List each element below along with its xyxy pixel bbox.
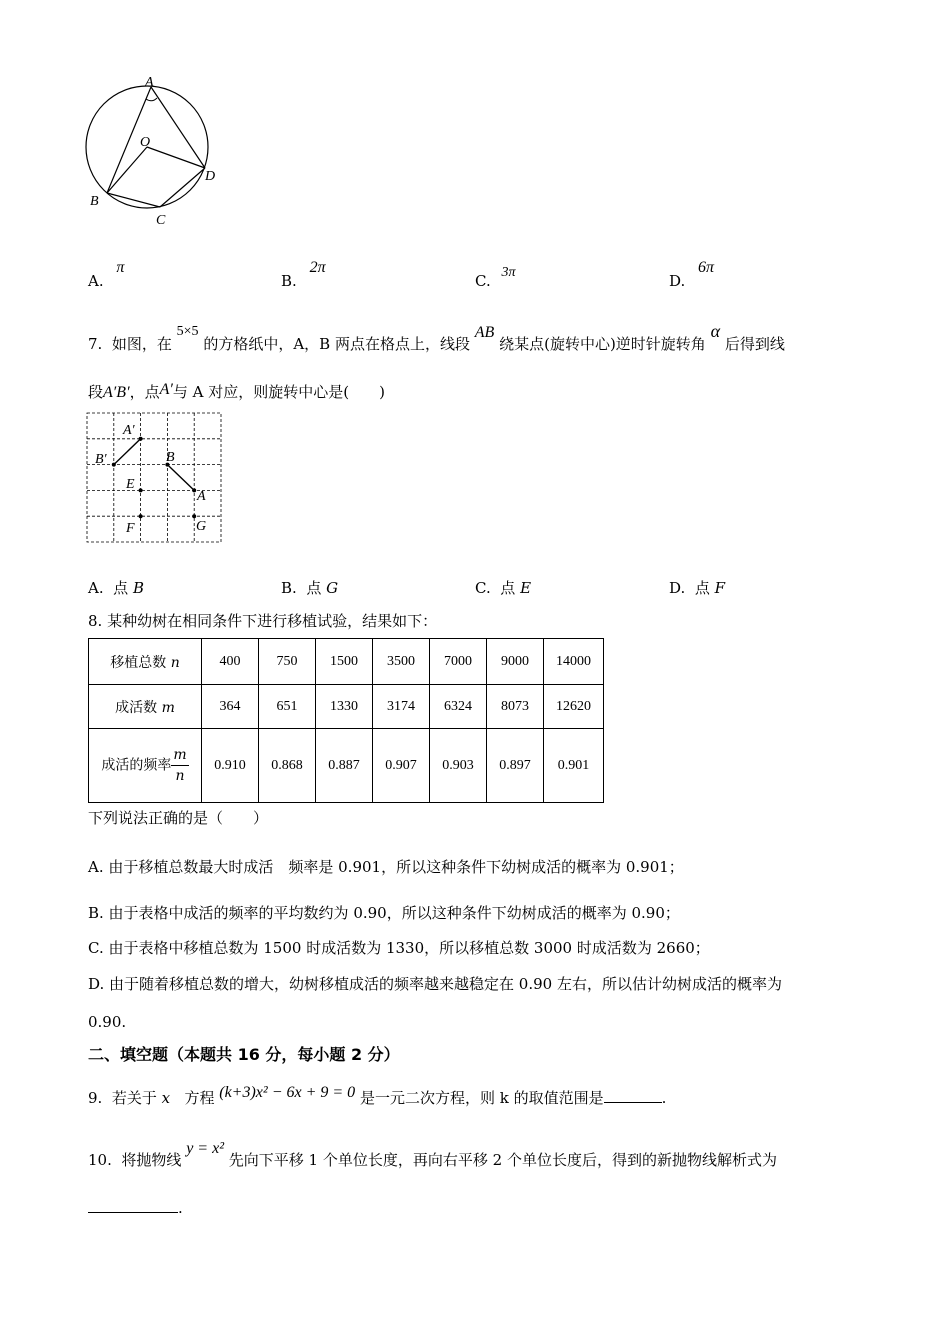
q7-angle: α	[710, 321, 721, 341]
option-point: F	[714, 579, 726, 597]
q9-text-c: 是一元二次方程，则 k 的取值范围是	[359, 1089, 604, 1107]
option-value: 2π	[309, 259, 326, 276]
q6-option-a[interactable]	[88, 259, 125, 291]
q8-option-d[interactable]: D. 由于随着移植总数的增大，幼树移植成活的频率越来越稳定在 0.90 左右，所以估计幼树成活的概率为	[88, 975, 782, 993]
table-cell: 0.887	[316, 729, 373, 803]
label-c: C	[156, 213, 166, 228]
table-cell: 9000	[487, 639, 544, 685]
table-cell: 14000	[544, 639, 604, 685]
q7-text-c: 绕某点(旋转中心)逆时针旋转角	[499, 335, 706, 353]
label-b: B	[90, 194, 99, 209]
row-label	[89, 729, 202, 803]
q9-answer-blank[interactable]	[604, 1102, 662, 1103]
q9-text-a: 若关于	[111, 1089, 157, 1107]
q9-text-b: 方程	[184, 1089, 215, 1107]
option-letter: D.	[669, 579, 686, 597]
table-row	[89, 639, 604, 685]
table-cell: 3174	[373, 685, 430, 729]
option-text: 点	[500, 579, 516, 597]
q7-line2-a: 段	[88, 383, 104, 401]
q9-text-d: .	[661, 1089, 667, 1107]
label-e: E	[126, 477, 135, 492]
table-cell: 651	[259, 685, 316, 729]
table-cell: 0.910	[202, 729, 259, 803]
option-letter: D.	[669, 272, 686, 290]
q9-var: x	[161, 1089, 171, 1107]
q10-text-b: 先向下平移 1 个单位长度，再向右平移 2 个单位长度后，得到的新抛物线解析式为	[228, 1151, 777, 1169]
q7-stem-line1	[88, 321, 785, 356]
table-cell: 12620	[544, 685, 604, 729]
segment-od	[147, 147, 205, 168]
label-a-prime: A′	[123, 423, 135, 438]
option-letter: A.	[88, 579, 104, 597]
circle-figure	[80, 70, 240, 235]
q8-question: 下列说法正确的是（ ）	[88, 809, 269, 827]
q7-text-a: 如图，在	[111, 335, 172, 353]
q7-point-a-prime: A′	[159, 381, 173, 398]
row-label-text: 成活数	[115, 699, 158, 716]
q6-option-b[interactable]	[281, 259, 326, 291]
table-cell: 0.907	[373, 729, 430, 803]
angle-a-arc	[146, 98, 157, 101]
label-g: G	[196, 519, 207, 534]
option-point: B	[132, 579, 144, 597]
q8-option-d-cont: 0.90.	[88, 1013, 127, 1031]
table-cell: 7000	[430, 639, 487, 685]
q9-stem	[88, 1084, 667, 1109]
segment-cd	[160, 168, 205, 207]
table-cell: 400	[202, 639, 259, 685]
grid-points	[112, 437, 196, 518]
q8-option-a[interactable]: A. 由于移植总数最大时成活 频率是 0.901，所以这种条件下幼树成活的概率为 0.901；	[88, 858, 684, 876]
q7-line2-b: ，点	[129, 383, 160, 401]
q10-equation: y = x²	[186, 1140, 224, 1157]
table-cell: 1500	[316, 639, 373, 685]
label-f: F	[126, 521, 135, 536]
table-cell: 3500	[373, 639, 430, 685]
q8-option-b[interactable]: B. 由于表格中成活的频率的平均数约为 0.90，所以这种条件下幼树成活的概率为 0.90；	[88, 904, 680, 922]
option-letter: C.	[475, 272, 491, 290]
section-title: 二、填空题（本题共 16 分，每小题 2 分）	[88, 1045, 400, 1064]
q8-stem: 8. 某种幼树在相同条件下进行移植试验，结果如下：	[88, 612, 438, 630]
option-value: 3π	[501, 265, 516, 280]
table-row	[89, 685, 604, 729]
q7-segment2: A′B′	[103, 384, 130, 401]
q7-option-c[interactable]	[475, 577, 531, 598]
fraction-m-over-n	[171, 745, 188, 786]
table-cell: 0.868	[259, 729, 316, 803]
row-label-text: 移植总数	[110, 654, 167, 671]
table-cell: 364	[202, 685, 259, 729]
segment-bc	[107, 193, 160, 207]
q10-answer-blank[interactable]	[88, 1212, 178, 1213]
segment-ad	[151, 87, 205, 168]
q7-segment: AB	[474, 324, 495, 341]
q7-number: 7.	[88, 335, 103, 353]
q8-option-c[interactable]: C. 由于表格中移植总数为 1500 时成活数为 1330，所以移植总数 3000 时成活数为 2660；	[88, 939, 710, 957]
table-cell: 6324	[430, 685, 487, 729]
q9-number: 9.	[88, 1089, 103, 1107]
option-letter: B.	[281, 272, 297, 290]
q10-line2	[88, 1198, 183, 1218]
segment-ob	[107, 147, 147, 193]
q10-number: 10.	[88, 1151, 112, 1169]
q7-option-a[interactable]	[88, 577, 144, 598]
grid-figure	[86, 412, 226, 546]
q10-stem	[88, 1140, 777, 1171]
table-cell: 0.901	[544, 729, 604, 803]
frequency-table	[88, 638, 604, 803]
q6-option-c[interactable]	[475, 265, 516, 291]
q7-grid-size: 5×5	[176, 324, 199, 339]
row-label-text: 成活的频率	[101, 757, 172, 774]
q7-option-b[interactable]	[281, 577, 338, 598]
row-label	[89, 639, 202, 685]
segment-b-a	[167, 465, 194, 491]
option-value: 6π	[698, 259, 715, 276]
q7-option-d[interactable]	[669, 577, 725, 598]
table-cell: 0.897	[487, 729, 544, 803]
segment-a-prime-b-prime	[114, 439, 141, 465]
q10-text-a: 将抛物线	[121, 1151, 182, 1169]
fraction-denominator: n	[175, 768, 185, 784]
label-b: B	[166, 450, 175, 465]
q7-text-d: 后得到线	[724, 335, 785, 353]
table-cell: 1330	[316, 685, 373, 729]
label-o: O	[140, 135, 151, 150]
q10-line2-end: .	[178, 1199, 183, 1217]
q7-text-b: 的方格纸中，A，B 两点在格点上，线段	[203, 335, 470, 353]
q7-stem-line2	[88, 382, 385, 403]
option-text: 点	[694, 579, 710, 597]
row-label	[89, 685, 202, 729]
label-b-prime: B′	[95, 452, 107, 467]
option-point: E	[520, 579, 532, 597]
option-point: G	[326, 579, 339, 597]
q7-line2-c: 与 A 对应，则旋转中心是( )	[172, 383, 385, 401]
q9-equation: (k+3)x² − 6x + 9 = 0	[219, 1084, 356, 1101]
option-value: π	[116, 259, 125, 276]
label-a: A	[197, 489, 206, 504]
row-label-var: n	[170, 654, 180, 671]
label-d: D	[205, 169, 216, 184]
option-text: 点	[113, 579, 129, 597]
option-letter: B.	[281, 579, 297, 597]
option-letter: C.	[475, 579, 491, 597]
fraction-numerator: m	[171, 745, 188, 766]
row-label-var: m	[161, 699, 175, 716]
q6-option-d[interactable]	[669, 259, 715, 291]
option-text: 点	[306, 579, 322, 597]
option-letter: A.	[88, 272, 104, 290]
table-row	[89, 729, 604, 803]
table-cell: 750	[259, 639, 316, 685]
table-cell: 8073	[487, 685, 544, 729]
table-cell: 0.903	[430, 729, 487, 803]
label-a: A	[145, 75, 154, 90]
